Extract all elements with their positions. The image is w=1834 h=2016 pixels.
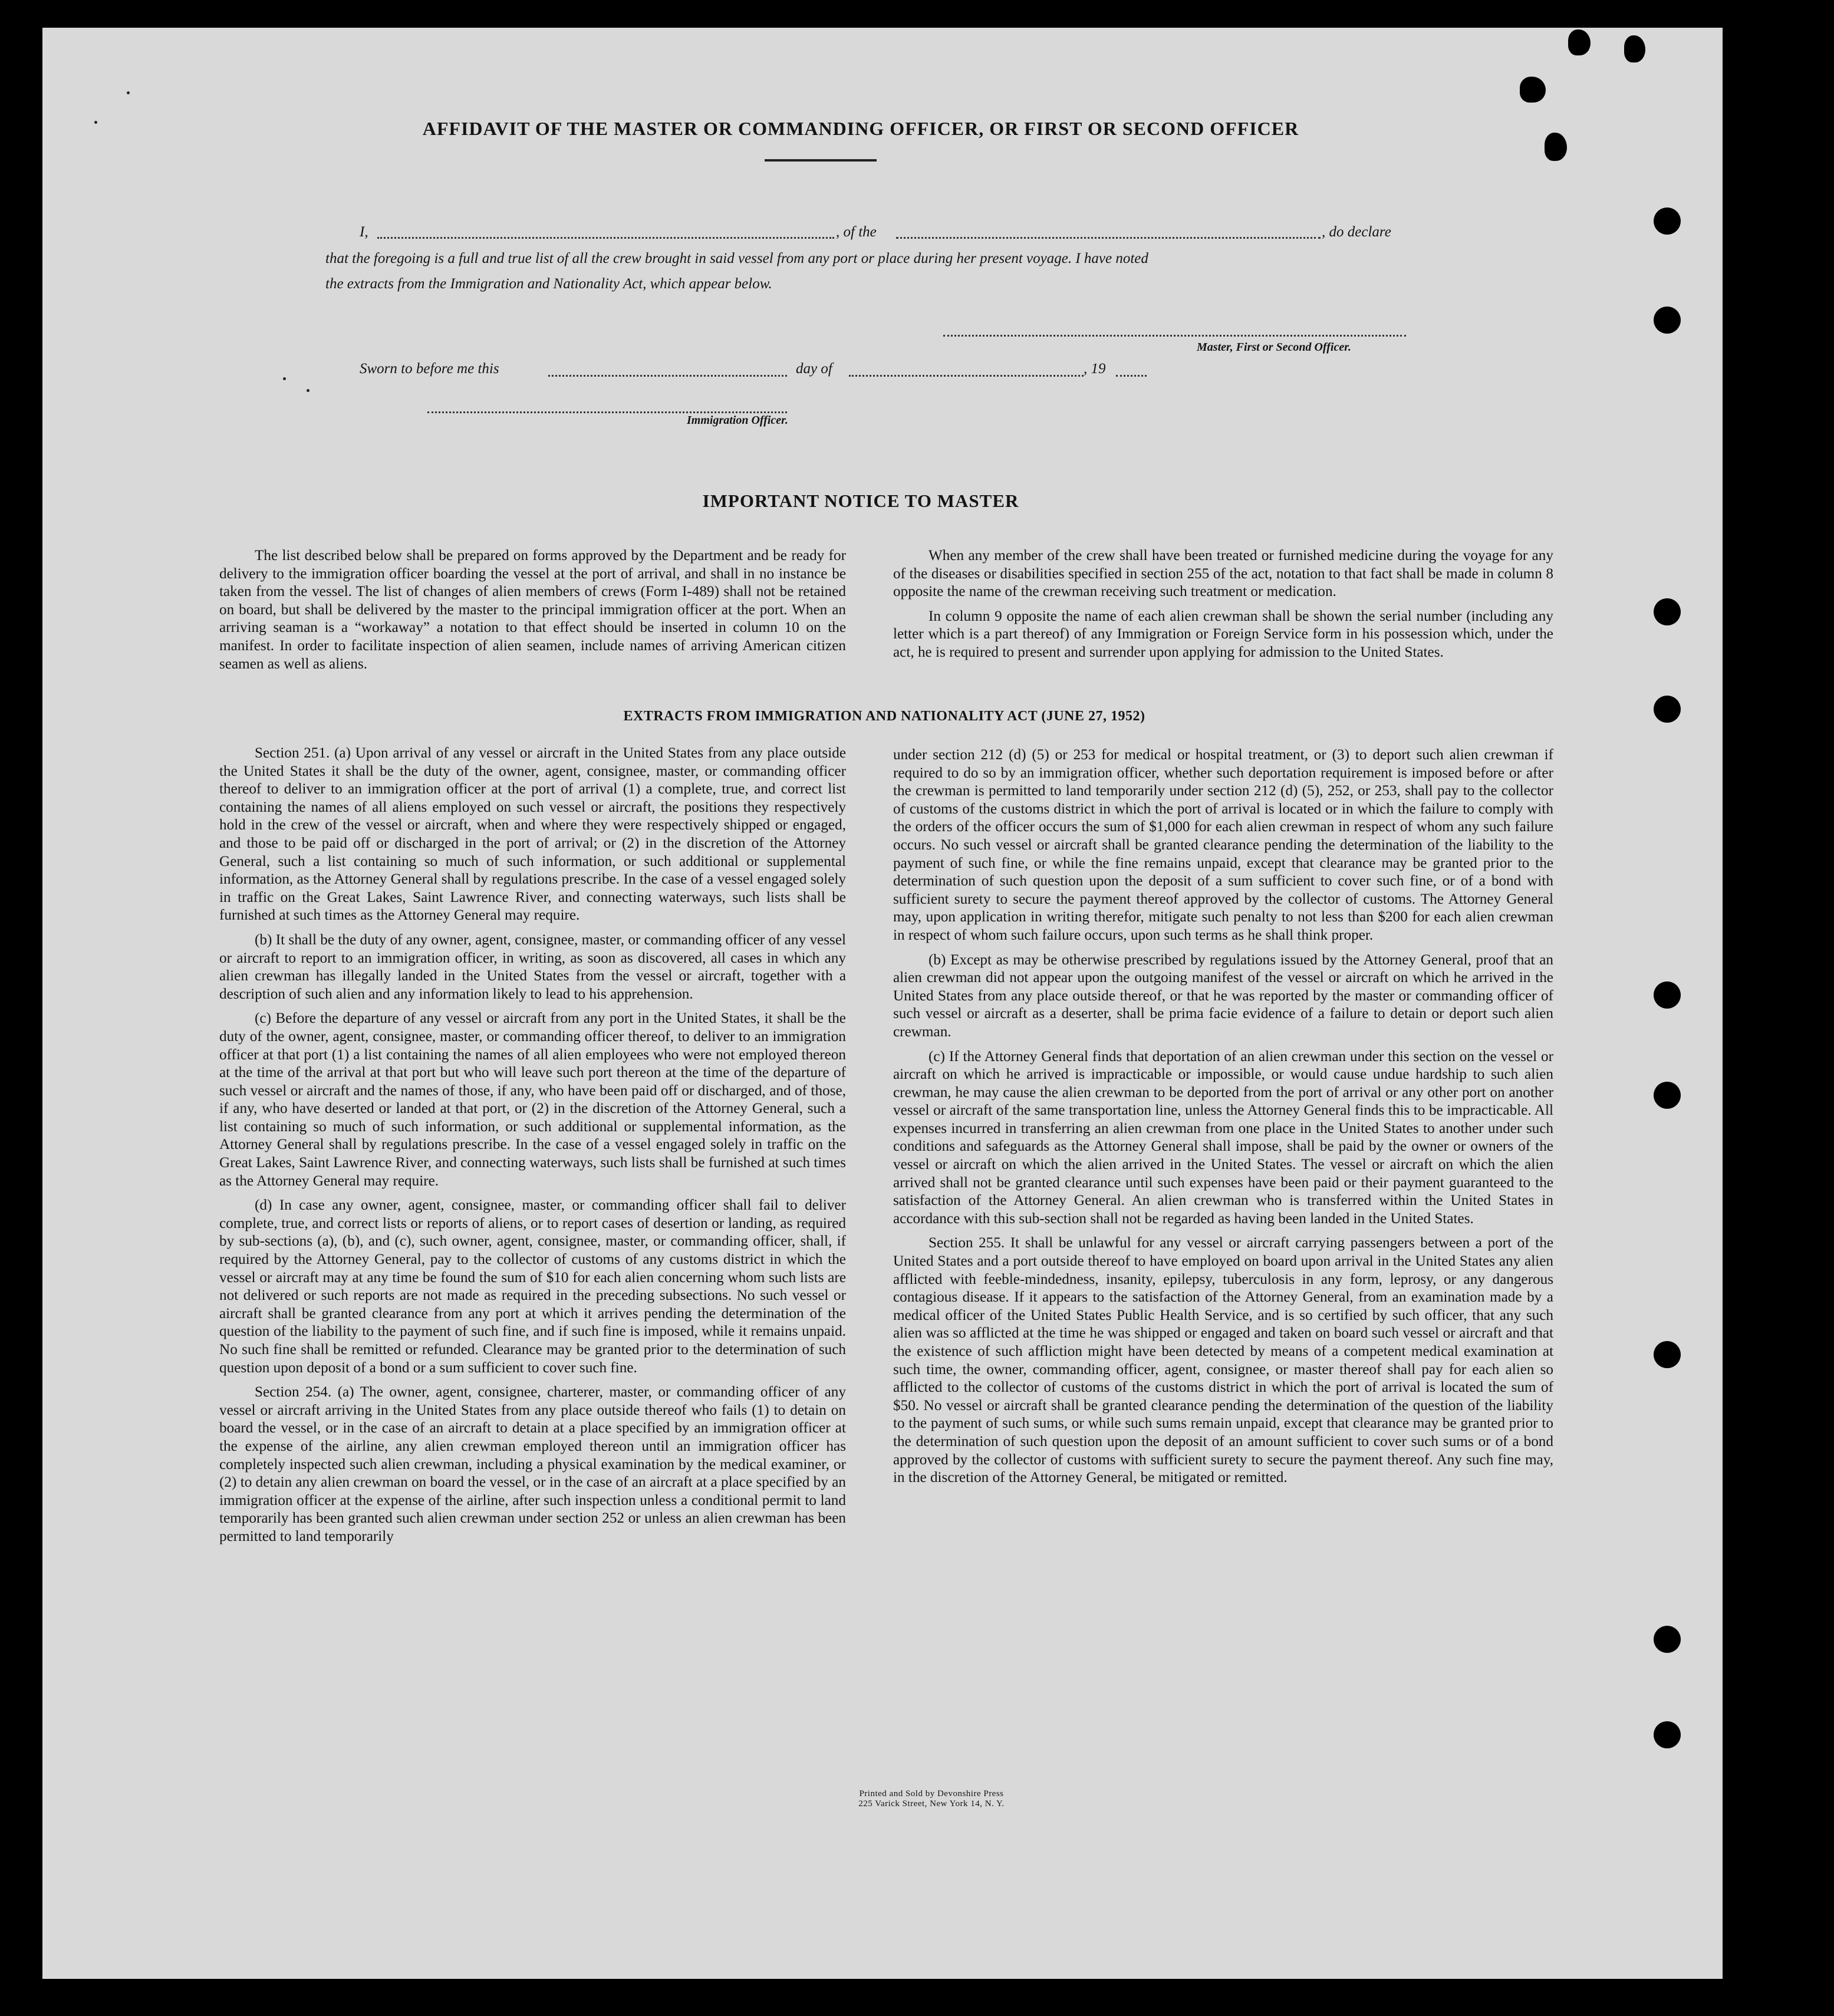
sworn-prefix: Sworn to before me this bbox=[360, 361, 499, 377]
declarant-prefix: I, bbox=[360, 224, 368, 240]
notice-title: IMPORTANT NOTICE TO MASTER bbox=[702, 490, 1019, 511]
extracts-title: EXTRACTS FROM IMMIGRATION AND NATIONALITY ACT (JUNE 27, 1952) bbox=[623, 709, 1145, 724]
dust-speck bbox=[127, 91, 130, 94]
punch-hole bbox=[1654, 1626, 1681, 1653]
section-255: Section 255. It shall be unlawful for any vessel or aircraft carrying passengers between a port of the United States and a port outside thereof to have employed on board upon arrival in the United States any alien afflicted with feeble-mindedness, insanity, epilepsy, tuberculosis in any form, leprosy, or any dangerous contagious disease. If it appears to the satisfaction of the Attorney General, from an examination made by a medical officer of the United States Public Health Service, and is so certified by such officer, that any such alien was so afflicted at the time he was shipped or engaged and taken on board such vessel or aircraft and that the existence of such affliction might have been detected by means of a competent medical examination at such time, the owner, commanding officer, agent, consignee, or master thereof shall pay for each alien so afflicted to the collector of customs of the customs district in which the port of arrival is located the sum of $50. No vessel or aircraft shall be granted clearance pending the determination of the question of the liability to the payment of such sums, or while such sums remain unpaid, except that clearance may be granted prior to the determination of such question upon the deposit of an amount sufficient to cover such sums or of a bond approved by the collector of customs with sufficient surety to secure the payment thereof. Any such fine may, in the discretion of the Attorney General, be mitigated or remitted. bbox=[893, 1235, 1553, 1486]
master-signature-label: Master, First or Second Officer. bbox=[1197, 341, 1351, 354]
section-251d: (d) In case any owner, agent, consignee, master, or commanding officer shall fail to deliver complete, true, and correct lists or reports of aliens, or to report cases of desertion or landing, as required by sub-sections (a), (b), and (c), such owner, agent, consignee, master, or commanding officer, shall, if required by the Attorney General, pay to the collector of customs of any customs district in which the vessel or aircraft may at any time be found the sum of $10 for each alien concerning whom such lists are not delivered or such reports are not made as required in the preceding subsections. No such vessel or aircraft shall be granted clearance from any port at which it arrives pending the determination of the question of the liability to the payment of such fine, and if such fine is imposed, while it remains unpaid. No such fine shall be remitted or refunded. Clearance may be granted prior to the determination of such question upon deposit of a bond or a sum sufficient to cover such fine. bbox=[219, 1197, 846, 1376]
section-251c: (c) Before the departure of any vessel or aircraft from any port in the United States, it shall be the duty of the owner, agent, consignee, master, or commanding officer thereof, to deliver to an immigration officer at that port (1) a list containing the names of all alien employees who were not employed thereon at the time of the arrival at that port but who will leave such port thereon at the time of the departure of such vessel or aircraft and the names of those, if any, who have been paid off or discharged, and of those, if any, who have deserted or landed at that port, or (2) in the discretion of the Attorney General, such a list containing so much of such information, or such additional or supplemental information, as the Attorney General shall by regulations prescribe. In the case of a vessel engaged solely in traffic on the Great Lakes, Saint Lawrence River, and connecting waterways, such lists shall be furnished at such times as the Attorney General may require. bbox=[219, 1010, 846, 1189]
notice-paragraph: In column 9 opposite the name of each alien crewman shall be shown the serial number (including any letter which is a part thereof) of any Immigration or Foreign Service form in his possession which, under the act, he is required to present and surrender upon applying for admission to the United States. bbox=[893, 608, 1553, 660]
title-rule bbox=[765, 159, 877, 162]
of-the-text: , of the bbox=[836, 224, 877, 240]
officer-signature-label: Immigration Officer. bbox=[687, 414, 788, 427]
dust-speck bbox=[283, 377, 286, 380]
punch-hole bbox=[1654, 598, 1681, 625]
section-254c: (c) If the Attorney General finds that deportation of an alien crewman under this section on the vessel or aircraft on which he arrived is impracticable or impossible, or would cause undue hardship to such alien crewman, he may cause the alien crewman to be deported from the port of arrival or any other port on another vessel or aircraft of the same transportation line, unless the Attorney General finds this to be impracticable. All expenses incurred in transferring an alien crewman from one place in the United States to another under such conditions and safeguards as the Attorney General shall impose, shall be paid by the owner or owners of the vessel or aircraft on which the alien arrived in the United States. The vessel or aircraft on which the alien arrived shall not be granted clearance until such expenses have been paid or their payment guaranteed to the satisfaction of the Attorney General. An alien crewman who is transferred within the United States in accordance with this sub-section shall not be regarded as having been landed in the United States. bbox=[893, 1048, 1553, 1227]
section-254a-continued: under section 212 (d) (5) or 253 for medical or hospital treatment, or (3) to deport such alien crewman if required to do so by an immigration officer, whether such deportation requirement is imposed before or after the crewman is permitted to land temporarily under section 212 (d) (5), 252, or 253, shall pay to the collector of customs of the customs district in which the port of arrival is located or in which the failure to comply with the orders of the officer occurs the sum of $1,000 for each alien crewman in respect of whom any such failure occurs. No such vessel or aircraft shall be granted clearance pending the determination of the liability to the payment of such fine, or while the fine remains unpaid, except that clearance may be granted prior to the determination of such question upon the deposit of a sum sufficient to cover such fine, or of a bond with sufficient surety to secure the payment thereof approved by the collector of customs. The Attorney General may, upon application in writing therefor, mitigate such penalty to not less than $200 for each alien crewman in respect of whom such failure occurs, upon such terms as he shall think proper. bbox=[893, 747, 1553, 943]
sworn-day-field[interactable] bbox=[548, 375, 787, 377]
day-of-text: day of bbox=[796, 361, 832, 377]
punch-hole bbox=[1654, 307, 1681, 334]
section-251b: (b) It shall be the duty of any owner, agent, consignee, master, or commanding officer of any vessel or aircraft to report to an immigration officer, in writing, as soon as discovered, all cases in which any alien crewman has illegally landed in the United States from the vessel or aircraft, together with a description of such alien and any information likely to lead to his apprehension. bbox=[219, 931, 846, 1002]
section-254b: (b) Except as may be otherwise prescribed by regulations issued by the Attorney General, proof that an alien crewman did not appear upon the outgoing manifest of the vessel or aircraft on which he arrived in the United States from any place outside thereof, or that he was reported by the master or commanding officer of such vessel or aircraft as a deserter, shall be prima facie evidence of a failure to detain or deport such alien crewman. bbox=[893, 951, 1553, 1040]
section-254a: Section 254. (a) The owner, agent, consignee, charterer, master, or commanding officer of any vessel or aircraft arriving in the United States from any place outside thereof who fails (1) to detain on board the vessel, or in the case of an aircraft to detain at a place specified by an immigration officer at the expense of the airline, any alien crewman employed thereon until an immigration officer has completely inspected such alien crewman, including a physical examination by the medical examiner, or (2) to detain any alien crewman on board the vessel, or in the case of an aircraft at a place specified by an immigration officer at the expense of the airline, after such inspection unless a conditional permit to land temporarily has been granted such alien crewman under section 252 or unless an alien crewman has been permitted to land temporarily bbox=[219, 1384, 846, 1544]
master-signature-field[interactable] bbox=[943, 335, 1406, 337]
notice-paragraph: The list described below shall be prepared on forms approved by the Department and be ready for delivery to the immigration officer boarding the vessel at the port of arrival, and shall in no instance be taken from the vessel. The list of changes of alien members of crews (Form I-489) shall not be retained on board, but shall be delivered by the master to the principal immigration officer at the port. When an arriving seaman is a “workaway” a notation to that effect should be inserted in column 10 on the manifest. In order to facilitate inspection of alien seamen, include names of arriving American citizen seamen as well as aliens. bbox=[219, 548, 846, 672]
punch-hole bbox=[1654, 1082, 1681, 1109]
statement-line: the extracts from the Immigration and Nationality Act, which appear below. bbox=[325, 276, 772, 292]
officer-signature-field[interactable] bbox=[427, 411, 787, 413]
do-declare-text: , do declare bbox=[1322, 224, 1391, 240]
punch-hole bbox=[1654, 1721, 1681, 1748]
ink-smudge bbox=[1545, 133, 1567, 161]
ink-smudge bbox=[1568, 29, 1591, 55]
dust-speck bbox=[307, 389, 309, 392]
punch-hole bbox=[1654, 1341, 1681, 1368]
year-prefix: , 19 bbox=[1084, 361, 1106, 377]
extracts-right-column bbox=[893, 746, 1553, 1494]
vessel-name-field[interactable] bbox=[896, 237, 1321, 239]
ink-smudge bbox=[1520, 77, 1546, 103]
sworn-month-field[interactable] bbox=[849, 375, 1084, 377]
notice-left-column bbox=[219, 547, 846, 680]
extracts-left-column bbox=[219, 745, 846, 1553]
punch-hole bbox=[1654, 981, 1681, 1009]
imprint-line: Printed and Sold by Devonshire Press bbox=[859, 1789, 1004, 1798]
section-251a: Section 251. (a) Upon arrival of any vessel or aircraft in the United States from any place outside the United States it shall be the duty of the owner, agent, consignee, master, or commanding officer thereof to deliver to an immigration officer at the port of arrival (1) a complete, true, and correct list containing the names of all aliens employed on such vessel or aircraft, the positions they respectively hold in the crew of the vessel or aircraft, when and where they were respectively shipped or engaged, and those to be paid off or discharged in the port of arrival; or (2) in the discretion of the Attorney General, such a list containing so much of such information, or such additional or supplemental information, as the Attorney General shall by regulations prescribe. In the case of a vessel engaged solely in traffic on the Great Lakes, Saint Lawrence River, and connecting waterways, such lists shall be furnished at such times as the Attorney General may require. bbox=[219, 745, 846, 924]
imprint-line: 225 Varick Street, New York 14, N. Y. bbox=[858, 1799, 1005, 1809]
declarant-name-field[interactable] bbox=[377, 237, 834, 239]
notice-paragraph: When any member of the crew shall have been treated or furnished medicine during the voyage for any of the diseases or disabilities specified in section 255 of the act, notation to that fact shall be made in column 8 opposite the name of the crewman receiving such treatment or medication. bbox=[893, 548, 1553, 600]
statement-line: that the foregoing is a full and true list of all the crew brought in said vessel from any port or place during her present voyage. I have noted bbox=[325, 251, 1148, 266]
printer-imprint bbox=[707, 1789, 1155, 1809]
punch-hole bbox=[1654, 696, 1681, 723]
dust-speck bbox=[94, 121, 97, 124]
affidavit-title: AFFIDAVIT OF THE MASTER OR COMMANDING OFFICER, OR FIRST OR SECOND OFFICER bbox=[422, 118, 1299, 139]
punch-hole bbox=[1654, 207, 1681, 235]
notice-right-column bbox=[893, 547, 1553, 668]
ink-smudge bbox=[1624, 35, 1645, 62]
sworn-year-field[interactable] bbox=[1116, 375, 1147, 377]
